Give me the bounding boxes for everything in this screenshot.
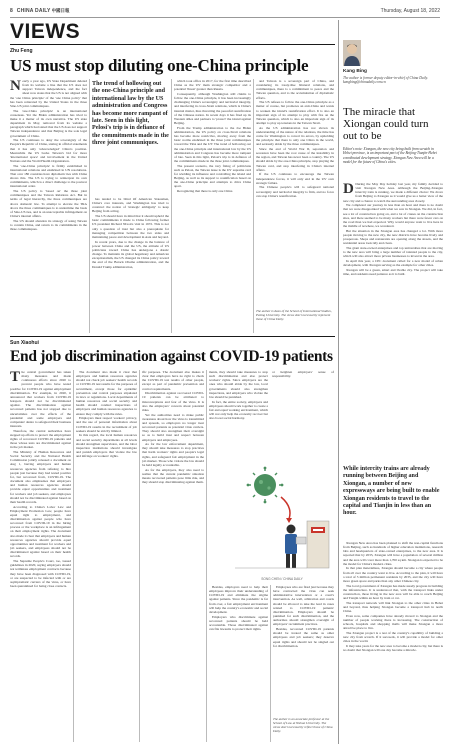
column-divider (89, 79, 90, 333)
sidebar-author-name: Kang Bing (343, 69, 367, 74)
article2-paragraph: he central government has taken many measures and made continuous efforts since 2020 to prevent people who have tested positive for COVID-19 against employment discrimination. For example, in 2020, it announced that workers from COVID-19 hotspots should not be discriminated against. The discrimination against recovered patients has not stopped due to uncertainties over the effects of the pandemic and some employers and companies' desire to safeguard their business interests. (10, 370, 71, 429)
sidebar-paragraph: The local government of Xiongan has made steady progress in building the infrastructure. It is understood that, with the transport links under construction, those living in the new area will be able to reach Beijing and Tianjin within an hour by train or car. (343, 583, 443, 601)
dropcap: N (10, 79, 21, 94)
article2-paragraph: Besides, recovered COVID-19 patients should be treated the same as other employees and job seekers; they deserve equal rights and should not be singled out for discrimination. (273, 627, 334, 648)
sidebar-body-bottom (343, 541, 443, 741)
article1-paragraph: and Taiwan is a sovereign part of China, and considering its treaty-like bilateral relations, and communiques, there is a commitment to peace and the Taiwan question, and to the accumulation of diplomatic efforts. (256, 79, 334, 100)
page-number: 8 (10, 8, 13, 14)
article1-paragraph: In recent years, due to the change in the balance of power between China and the US, the attitude of US politicians toward China has undergone a drastic change. To maintain its global hegemony and American exceptionalism, the US changed its China policy toward the end of the Barack Obama administration, and the Donald Trump administration, (92, 239, 169, 269)
article2-byline: Sun Xiaohui (10, 340, 39, 346)
sidebar-paragraph: Xiongan New Area has been planned to shift the non-capital functions from Beijing, such as hundreds of higher education institutions, research labs and headquarters of state-owned enterprises, to the new area. It is reported that by 2035, Xiongan will have a population of several million and the area will cover more than 1,700 sq km. Xiongan is expected to be the model for China's modern cities. (343, 541, 443, 566)
article2-paragraph: As for the law enforcement department, they should take measures to stop practices that harm workers' rights and people's legal rights, and safeguard fair employment in the job market. Those who violate the law should be held legally accountable. (142, 442, 204, 467)
article2-paragraph: The document also made it clear that employers and human resources agencies should not check job seekers' health records or COVID-19 test results for the purposes of recruitment, except those for epidemic prevention and control purposes stipulated in laws or regulations. Local departments of human resources and social security and health should conduct inspections of employers and human resources agencies to ensure they comply with the rules. (76, 370, 137, 416)
article1-paragraph: As the US administration has not shown its understanding of the nature of the relations, the time has come for Washington to correct its errors, by upholding the principle that there is only one China in the world, and seriously abide by the three communiques. (256, 125, 334, 147)
article2-paragraph: In this regard, the local human resources and social security departments at all levels should strengthen supervision, and the labor inspection institutions should investigate and punish employers that violate the law and infringe on workers' rights. (76, 433, 137, 459)
sidebar-paragraph: In that plan materializes, Xiongan should become a city where people from all over the country want to live. According to the plan, it will have a total of 3 million permanent residents by 2035, and the city will have more green space and parks than any other Chinese city. (343, 566, 443, 583)
article2-paragraph: Employers who discriminate against recovered patients should be held accountable. Those discriminated against can file lawsuits to protect their rights. (209, 614, 268, 632)
article1-paragraph: Since the end of World War II, separation and secession have been the root cause of the instability in the region, and Taiwan has never been a country. The US should abide by the one-China principle, stop playing the Taiwan card, and stop interfering in China's internal affairs. (256, 147, 334, 172)
article1-byline: Zhu Feng (10, 48, 33, 54)
sidebar-author-bio: The author is former deputy editor-in-chief of China Daily. kangbing@chinadaily.com.cn (343, 76, 428, 85)
article1-paragraph: The US should abandon its strategy of using Taiwan to contain China, and return to its commitments in the three communiques. (10, 218, 87, 231)
article1-paragraph: The present scenario, the very fixing of politicians such as Pelosi, the Taiwan issue is the US' supreme card for wielding its influence and controlling the island and Beijing, as well as its support to reunification based on the one-China principle and attempts to drive China apart. (174, 163, 251, 189)
header-rule (10, 17, 440, 18)
article2-paragraph: ific purposes. The document also makes it clear that employers have no right to check the COVID-19 test results of other people, except as part of pandemic prevention and control requirements. (142, 370, 204, 391)
article2-paragraph: Besides, employers need to help their employees improve their understanding of COVID-19 and eliminate the stigma against patients. Since the pandemic is far from over, a fair employment environment will help the country's economic and social development. (209, 585, 268, 614)
article2-headline: End job discrimination against COVID-19 patients (10, 348, 333, 365)
illustration-credit: SONG CHEN / CHINA DAILY (261, 577, 303, 581)
article-separator (10, 336, 335, 337)
article1-paragraph: Consequently, although Washington still claims to follow the one-China principle, it has been increasingly challenging China's sovereignty and territorial integrity, and interfering in cross-Strait relations, which is China's internal matter, thus thwarting the peaceful reunification of the Chinese nation. In recent days it has fired up its Western allies and partners to 'protect' the island against Beijing. (174, 91, 251, 126)
article2-paragraph: The Supreme People's Court, too, issued guidelines in 2020, saying employers should not terminate employment contracts because they have been diagnosed with COVID-19, or are suspected to be infected with or are asymptomatic carriers of the virus, or have been quarantined for being close contacts. (10, 559, 71, 588)
article2-column-4a (209, 370, 268, 460)
author-portrait (343, 40, 361, 66)
article2-paragraph: As for the employers, they also need to realize that the current pandemic situation means recovered patients pose little risk, and they should stop discriminating against them. (142, 467, 204, 485)
article1-pullquote: The trend of hollowing out the one-China principle and international law by the US administration and Congress has become more rampant of late. Seen in this light, Pelosi's trip is in defiance of the commitments made in the three joint communiques. (92, 81, 169, 147)
column-divider (73, 370, 74, 742)
article2-column-5a (272, 370, 334, 460)
column-divider (253, 79, 254, 333)
sidebar-headline: The miracle that Xiongan could turn out to be (343, 106, 429, 143)
column-divider (171, 79, 172, 333)
article1-paragraph: The US policy is 'based on' the three joint communiques and the Taiwan Relations Act. But in terms of legal hierarchy, the three communiques are above domestic law. To attempt to elevate the TRA above the three communiques is to undermine the basis of Sino-US ties, and is an unacceptable infringement on China's internal affairs. (10, 189, 87, 218)
avatar (343, 40, 361, 66)
article1-paragraph: The US should have in mind that it should uphold the basic commitments it made to China following former US president Richard Nixon's visit in 1972. This is not only a question of trust but also a prerequisite for managing competition between the two sides and maintaining peace and development in Asia and beyond. (92, 214, 169, 239)
sidebar-body-top (343, 182, 443, 462)
sidebar-paragraph: But the situation in the Xiongan area has changed a lot. With more people moving to the new city, the new districts have become lively and prosperous. Shops and restaurants are opening along the streets, and the residential areas look tidy and clean. (343, 228, 443, 246)
column-divider (270, 585, 271, 742)
article1-column-2 (92, 197, 169, 333)
article1-paragraph: The US continues to deny the sovereignty of the People's Republic of China, stating in official statements that it has only 'acknowledged' China's position. Meanwhile the US backs Taiwan's bid for more 'international space' and involvement in the United Nations and the World Health Organization. (10, 138, 87, 163)
sidebar-paragraph: It may take years for the new area to become a modern city, but there is no doubt that Xiongan will one day become a miracle. (343, 643, 443, 652)
sidebar-paragraph: During the May Day holiday last year, my family decided to visit Xiongan New Area. Although the Beijing-Xiongan intercity train is running, we made a different choice: We drove from Beijing to Xiongan as it would give us a better view of the new city and a chance to watch the surrounding area closely. (343, 182, 443, 203)
article1-paragraph: The US refuses to follow the one-China principle as a matter of course, but promotes an anti-China and wants to weaken the island's reunification effort. It is also an important sign of its attempt to play with fire on the Taiwan question, which is also an important sign of its attempt to play up tensions in the Taiwan Strait. (256, 100, 334, 126)
sidebar-pullquote: While intercity trains are already running between Beijing and Xiongan, a number of new expressways are being built to enable Xiongan residents to travel to the capital and Tianjin in less than an hour. (343, 466, 440, 517)
page-header (10, 6, 440, 16)
article1-paragraph: Recognizing that there is only one China (177, 189, 233, 194)
article2-column-4b (209, 585, 268, 742)
newspaper-logo: CHINA DAILY (16, 8, 51, 14)
sidebar-divider (338, 20, 339, 744)
sidebar-paragraph: The transport network will link Xiongan to the other cities in Hebei and beyond, thus helping Xiongan become a transport hub in north China. (343, 600, 443, 613)
sidebar-paragraph: The Xiongan project is a test of the country's capability of building a new city from scratch. If it succeeds, it will provide a model for other cities in the world. (343, 630, 443, 644)
article2-paragraph: According to China's Labor Law and Employment Promotion Law, people have equal right to employment, and discrimination against people who have recovered from COVID-19 in the hiring process or the workplace is an infringement on their employment rights. The document also made it clear that employers and human resources agencies should provide equal opportunities and treatment for workers and job seekers, and employees should not be discriminated against based on their health records. (10, 504, 71, 559)
article1-headline: US must stop diluting one-China principle (10, 56, 309, 75)
dropcap-t-icon: T (10, 370, 21, 385)
article1-paragraph: which took office in 2017, for the first time described China as the US' main strategic competitor and a potential 'threat' greater than Russia. (174, 79, 251, 92)
article2-column-2 (76, 370, 137, 742)
arrow-icon (281, 497, 290, 519)
article2-paragraph: Yet the authorities need to make public awareness about how the virus is transmitted and spreads, so employers no longer treat recovered patients as potential virus carriers. They should also strengthen their oversight so as to build trust and respect between employers and employees. (142, 412, 204, 442)
article1-paragraph: has tended to be blind Of American Statesmen, China's core interests, and Washington has tried to construct the notion of 'strategic ambiguity' to keep Beijing from acting. (92, 197, 169, 214)
article2-paragraph: The Ministry of Human Resources and Social Security and the National Health Commission jointly released a document on Aug 1, barring employers and human resources agencies from refusing to hire people just because they had tested positive for, but recovered from, COVID-19. The document also emphasizes that employers and human resources agencies should provide equal opportunities and treatment for workers and job seekers, and employees should not be discriminated against based on their health records. (10, 449, 71, 504)
article2-paragraph: Therefore, the central authorities have stepped up efforts to protect the employment rights of recovered COVID-19 patients and those whose tests are discriminated against in the job market. (10, 428, 71, 450)
article2-author-note: The author is an associate professor at the School of Law at Wuhan University. The views don't necessarily reflect those of China Daily. (273, 717, 333, 733)
section-title: VIEWS (10, 20, 81, 43)
article2-illustration (231, 463, 333, 581)
article1-paragraph: early a year ago, US State Department deleted from its website a line that the US does not support Taiwan independence, and the fact sheet now states that the US is not aligned with the 'one China principle' of the 'one China policy' that has been reiterated by the United States in the three Sino-US joint communiques. (10, 79, 87, 108)
article1-paragraph: From the Trump administration to the Joe Biden administration, the US policy on cross-Strait relations has become more restrictive, moving away from the basic norms enshrined in the three joint communiques toward the TRA and the US' The trend of hollowing out the one-China principle and international law by the US administration and Congress has become more rampant of late. Seen in this light, Pelosi's trip is in defiance of the commitments made in the three joint communiques. (174, 125, 251, 163)
sidebar-paragraph: Even now, some companies have already moved to Xiongan and the number of people working there is increasing. The construction of schools, hospitals and shopping malls will make Xiongan a more attractive place to live. (343, 613, 443, 631)
article1-paragraph: The Chinese people's will to safeguard national sovereignty and territorial integrity is firm, and no force can stop China's reunification. (256, 185, 334, 198)
sidebar-paragraph: In April this year, a CPC document called for a new model of urban development, with Xiongan serving as the example for other cities. (343, 258, 443, 267)
article1-paragraph: The 'one-China principle' is firmly established in international relations and enshrined in UN resolutions. That over 180 countries have diplomatic ties with China shows this. The US is trying to reinterpret its own commitments, which is a direct challenge to the postwar international order. (10, 163, 87, 189)
virus-icon (247, 467, 284, 504)
sidebar-paragraph: The giant state-owned enterprises and top universities that are moving to the new area will bring a large number of talented people to the city, which will also attract more private businesses to invest in the area. (343, 245, 443, 259)
article1-column-1 (10, 79, 87, 333)
article1-paragraph: The 'one-China principle' is an international consensus. Yet the Biden administration has tried to make it a matter of its own narrative. The US state department in May, removed from its website a paragraph which had stated that the US does not support Taiwan independence and that Beijing is the sole legal government of China. (10, 108, 87, 138)
article1-column-3 (174, 79, 251, 333)
article2-paragraph: Employers must respect workers' privacy, and the use of personal information about COVID-19 results in the recruitment of job seekers should be strictly limited. (76, 416, 137, 433)
article2-paragraph: In fact, the entire society, employers and employees should work together to create a fair and equal working environment, which will not only help the economy recover but also boost social harmony. (209, 399, 268, 421)
sidebar-paragraph: Xiongan will be a green, smart and livable city. The project will take time, and residents need patience as it is built. (343, 267, 443, 276)
article1-paragraph: If the US continues to encourage the Taiwan independence forces, it will only end in the US' own strategic failure. (256, 172, 334, 185)
sidebar-editor-note: Editor's note: Xiongan, the new city being built from scratch in Hebei province, is an important part of the Beijing-Tianjin-Hebei coordinated development strategy. Xiongan New Area will be a model for the future of China's cities. (343, 147, 437, 165)
article1-column-4 (256, 79, 334, 307)
article2-column-1 (10, 370, 71, 742)
issue-date: Thursday, August 18, 2022 (380, 8, 440, 14)
illustration-graphic (231, 463, 333, 575)
article1-author-note: The author is dean of the School of International Studies, Peking University. The views don't necessarily represent those of China Daily. (256, 309, 332, 321)
article2-paragraph: ments, they should take measures to stop such discrimination and also protect workers' rights. Since employers are the ones who should abide by the law, local governments should also strengthen inspections, and employers who violate the law should be punished. (209, 370, 268, 399)
person-icon (285, 525, 306, 569)
article2-paragraph: or heighten employers' sense of responsibility. (272, 370, 334, 379)
article2-column-3 (142, 370, 204, 742)
column-divider (139, 370, 140, 742)
column-divider (206, 370, 207, 742)
article2-paragraph: Discrimination against recovered COVID-19 patients can be attributed to misconceptions and fear of the virus. It is also the employers' concern about potential risks. (142, 391, 204, 412)
newspaper-logo-cn: 中國日報 (51, 8, 70, 13)
dropcap-d-icon: D (343, 182, 354, 197)
article2-paragraph: Employees who are fired just because they have contracted the virus can seek administrative intervention or a court's intervention. As well, arbitration and courts should be allowed to take the lead in cases related to COVID-19 patients' discrimination. Employers should be punished for such discrimination, and the authorities should strengthen oversight of employers' recruitment practices. (273, 585, 334, 627)
article2-column-5b (273, 585, 334, 715)
section-rule (10, 44, 335, 45)
sidebar-paragraph: We completed our journey in less than an hour and there is no doubt that we were disappointed with what we saw in Xiongan. We did, in fact, see a lot of construction going on, and a lot of cranes on the construction sites, and there seemed to be many workers but there were fewer cars on the road than we had expected. Why would anyone want to live here in the middle of nowhere, we wondered. (343, 203, 443, 229)
